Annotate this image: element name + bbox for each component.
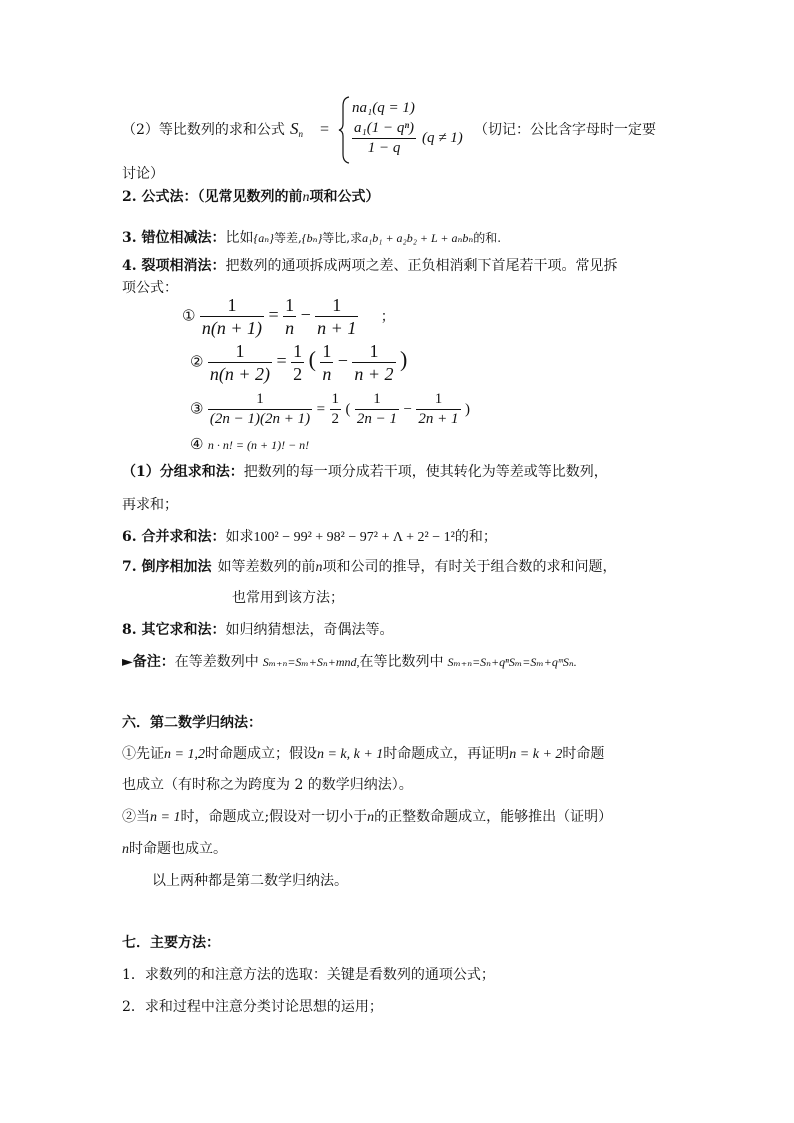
- formula-1: ① $\frac{1}{n(n + 1)}$ = $\frac{1}{n}$ − $\frac{1}{n + 1}$ ；: [182, 295, 395, 338]
- formula-4: ④ n · n! = (n + 1)! − n!: [190, 435, 310, 453]
- section-7-title: 七．主要方法：: [122, 935, 220, 951]
- sum-formula-note: （切记：公比含字母时一定要: [474, 122, 656, 138]
- section-6-p2: ②当n = 1时，命题成立;假设对一切小于n的正整数命题成立，能够推出（证明）: [122, 809, 613, 825]
- method-group-sum: （1）分组求和法：把数列的每一项分成若干项，使其转化为等差或等比数列，: [122, 464, 608, 480]
- section-6-p2-cont: n时命题也成立。: [122, 841, 227, 857]
- section-6-p1: ①先证n = 1,2时命题成立；假设n = k, k + 1时命题成立，再证明n = k + 2时命题: [122, 746, 605, 762]
- method-formula: 2. 公式法：（见常见数列的前n项和公式）: [122, 189, 380, 205]
- method-reverse-add-cont: 也常用到该方法；: [232, 590, 344, 606]
- sum-formula-case2: $\frac{\text{a₁(1 − qⁿ)}}{1 - q}$: [354, 120, 415, 156]
- method-dislocation-subtraction: 3. 错位相减法：比如{aₙ}等差,{bₙ}等比,求a₁b₁ + a₂b₂ + L + aₙbₙ的和.: [122, 230, 502, 246]
- method-split-cancel-cont: 项公式：: [122, 280, 178, 296]
- method-group-sum-cont: 再求和；: [122, 497, 178, 513]
- sum-formula-case2-cond: (q ≠ 1): [422, 130, 463, 146]
- sum-formula-eq: =: [320, 121, 330, 138]
- sum-formula-case1: na₁(q = 1): [352, 100, 415, 116]
- method-split-cancel: 4. 裂项相消法：把数列的通项拆成两项之差、正负相消剩下首尾若干项。常见拆: [122, 258, 618, 274]
- formula-3: ③ $\frac{1}{(2n - 1)(2n + 1)}$ = $\frac{1}{2}$ ( $\frac{1}{2n - 1}$ − $\frac{1}{2n + 1}$ ): [190, 391, 470, 427]
- section-6-p1-cont: 也成立（有时称之为跨度为 2 的数学归纳法）。: [122, 777, 413, 793]
- section-6-title: 六．第二数学归纳法：: [122, 715, 262, 731]
- left-brace-icon: [338, 96, 350, 164]
- method-reverse-add: 7. 倒序相加法 如等差数列的前n项和公司的推导，有时关于组合数的求和问题，: [122, 559, 617, 575]
- method-other: 8. 其它求和法：如归纳猜想法，奇偶法等。: [122, 622, 394, 638]
- method-merge-sum: 6. 合并求和法：如求100² − 99² + 98² − 97² + Λ + 2² − 1²的和；: [122, 529, 497, 545]
- section-7-item-2: 2．求和过程中注意分类讨论思想的运用；: [122, 999, 383, 1015]
- section-6-p3: 以上两种都是第二数学归纳法。: [152, 873, 348, 889]
- sum-formula-s: $S_n$: [290, 119, 303, 139]
- remark: ►备注：在等差数列中 Sₘ₊ₙ=Sₘ+Sₙ+mnd,在等比数列中 Sₘ₊ₙ=Sₙ+qⁿSₘ=Sₘ+qᵐSₙ.: [122, 654, 577, 670]
- formula-2: ② $\frac{1}{n(n + 2)}$ = $\frac{1}{2}$ ( $\frac{1}{n}$ − $\frac{1}{n + 2}$ ): [190, 341, 408, 384]
- section-7-item-1: 1．求数列的和注意方法的选取：关键是看数列的通项公式；: [122, 967, 495, 983]
- sum-formula-prefix: （2）等比数列的求和公式: [122, 122, 285, 138]
- sum-formula-note-cont: 讨论）: [122, 166, 164, 182]
